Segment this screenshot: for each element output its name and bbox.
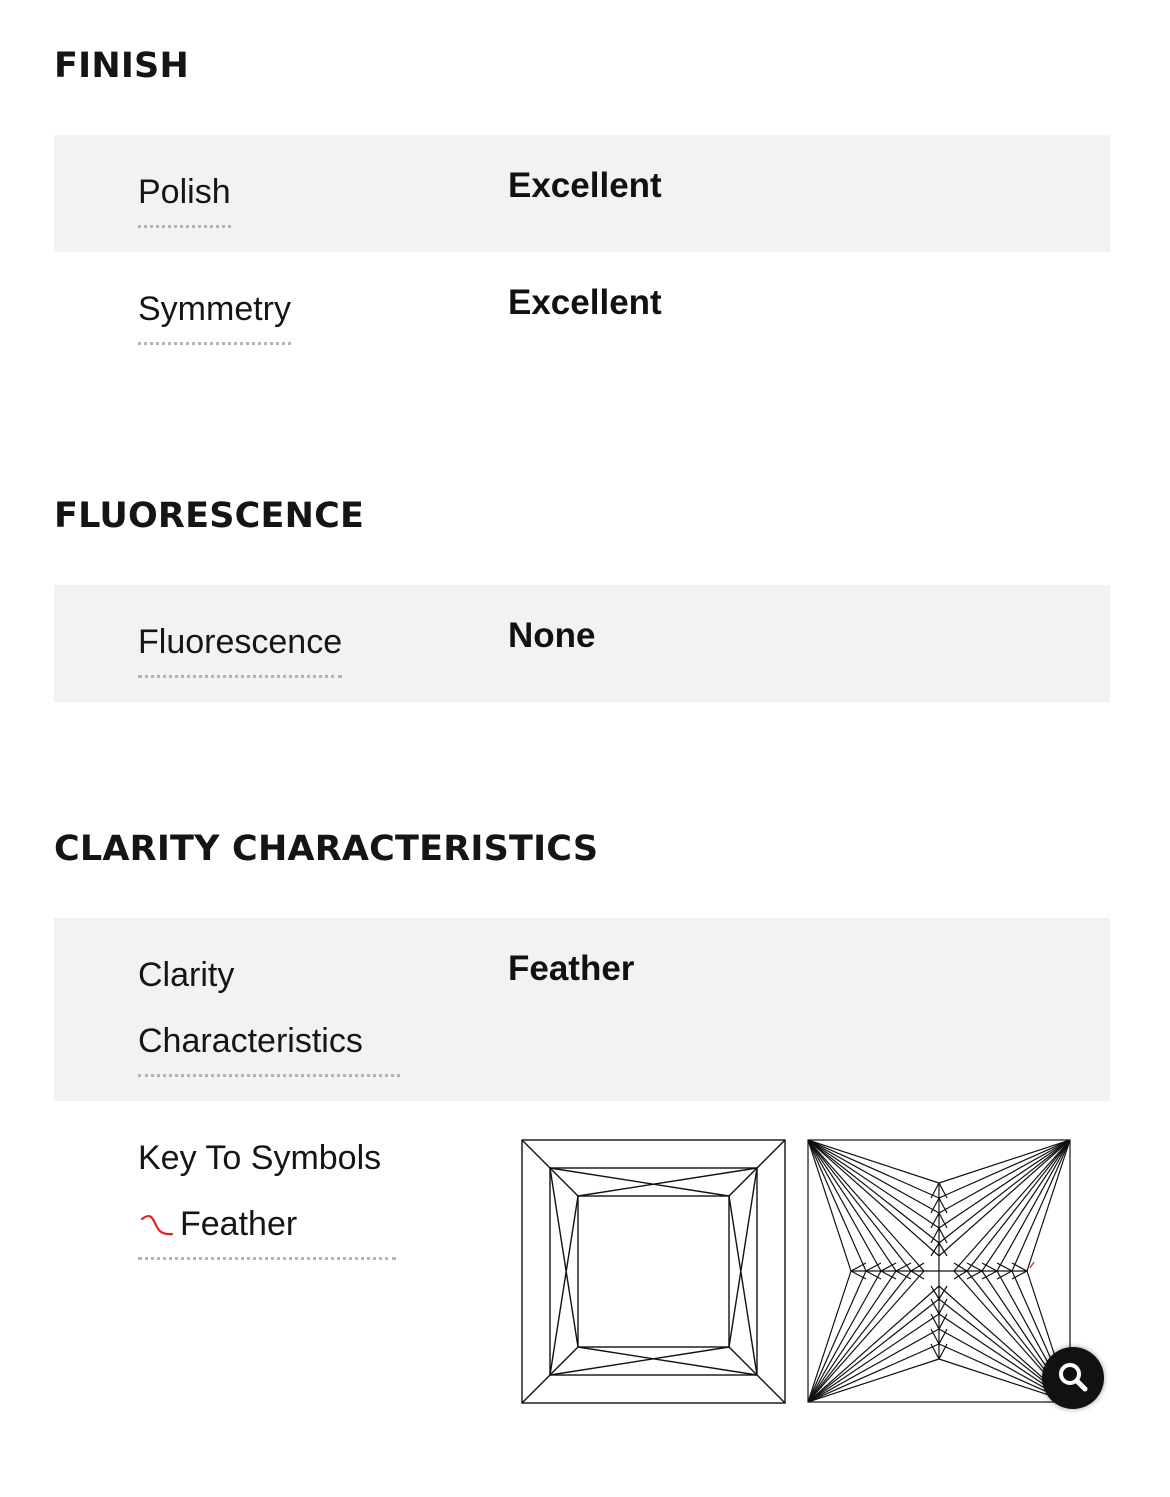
finish-heading: FINISH [54,46,189,86]
fluorescence-value: None [508,616,596,655]
fluorescence-label[interactable]: Fluorescence [138,609,342,678]
symmetry-row [54,252,1110,369]
clarity-heading: CLARITY CHARACTERISTICS [54,829,599,869]
feather-inclusion-mark [1030,1262,1034,1268]
zoom-button[interactable] [1042,1347,1104,1409]
pavilion-view-diagram[interactable] [806,1138,1072,1404]
crown-view-diagram[interactable] [520,1138,787,1405]
key-feather-entry [138,1191,396,1257]
polish-label[interactable]: Polish [138,159,231,228]
key-feather-label: Feather [180,1205,298,1243]
magnifier-icon [1042,1347,1104,1409]
feather-symbol-icon [138,1209,174,1239]
clarity-label[interactable] [138,942,400,1077]
polish-value: Excellent [508,166,662,205]
fluorescence-heading: FLUORESCENCE [54,496,365,536]
symmetry-label[interactable]: Symmetry [138,276,291,345]
fluorescence-row [54,585,1110,702]
polish-row [54,135,1110,252]
clarity-label-line1: Clarity [138,956,235,994]
key-title: Key To Symbols [138,1139,382,1177]
key-to-symbols-label[interactable] [138,1125,396,1260]
clarity-row [54,918,1110,1101]
clarity-value: Feather [508,949,635,988]
clarity-label-line2: Characteristics [138,1022,363,1060]
symmetry-value: Excellent [508,283,662,322]
